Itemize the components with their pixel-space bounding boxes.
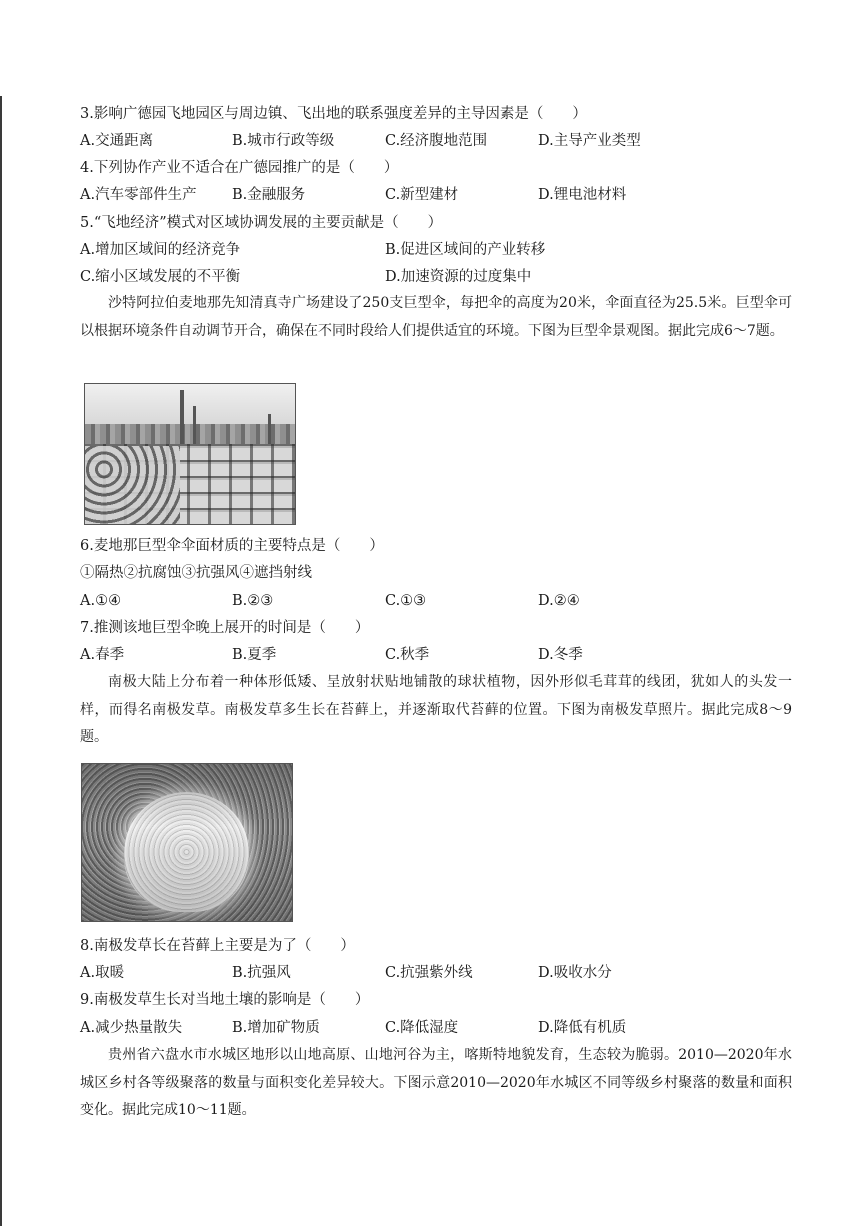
umbrella-photo — [84, 383, 296, 525]
option-b[interactable]: B.②③ — [232, 593, 274, 609]
option-d[interactable]: D.锂电池材料 — [538, 187, 627, 203]
passage-shuicheng: 贵州省六盘水市水城区地形以山地高原、山地河谷为主，喀斯特地貌发育，生态较为脆弱。2010—2020年水城区乡村各等级聚落的数量与面积变化差异较大。下图示意2010—2020年水城区不同等级乡村聚落的数量和面积变化。据此完成10～11题。 — [80, 1047, 792, 1118]
option-c[interactable]: C.降低湿度 — [385, 1020, 459, 1036]
option-a[interactable]: A.汽车零部件生产 — [80, 187, 197, 203]
option-c[interactable]: C.①③ — [385, 593, 427, 609]
option-b[interactable]: B.金融服务 — [232, 187, 306, 203]
question-6-stem: 6.麦地那巨型伞伞面材质的主要特点是（ ） — [80, 538, 384, 554]
question-3-stem: 3.影响广德园飞地园区与周边镇、飞出地的联系强度差异的主导因素是（ ） — [80, 106, 587, 122]
option-c[interactable]: C.缩小区域发展的不平衡 — [80, 269, 241, 285]
antarctic-hairgrass-photo — [81, 763, 293, 922]
option-a[interactable]: A.减少热量散失 — [80, 1020, 183, 1036]
option-a[interactable]: A.增加区域间的经济竞争 — [80, 242, 241, 258]
question-4-stem: 4.下列协作产业不适合在广德园推广的是（ ） — [80, 160, 399, 176]
option-a[interactable]: A.①④ — [80, 593, 122, 609]
option-a[interactable]: A.春季 — [80, 647, 125, 663]
option-d[interactable]: D.主导产业类型 — [538, 133, 641, 149]
option-d[interactable]: D.冬季 — [538, 647, 583, 663]
option-c[interactable]: C.经济腹地范围 — [385, 133, 488, 149]
option-d[interactable]: D.吸收水分 — [538, 965, 612, 981]
option-d[interactable]: D.降低有机质 — [538, 1020, 627, 1036]
question-8-stem: 8.南极发草长在苔藓上主要是为了（ ） — [80, 938, 355, 954]
question-5-stem: 5.“飞地经济”模式对区域协调发展的主要贡献是（ ） — [80, 215, 443, 231]
option-a[interactable]: A.取暖 — [80, 965, 125, 981]
option-b[interactable]: B.促进区域间的产业转移 — [385, 242, 546, 258]
option-a[interactable]: A.交通距离 — [80, 133, 154, 149]
passage-umbrella: 沙特阿拉伯麦地那先知清真寺广场建设了250支巨型伞，每把伞的高度为20米，伞面直径为25.5米。巨型伞可以根据环境条件自动调节开合，确保在不同时段给人们提供适宜的环境。下图为巨型伞景观图。据此完成6～7题。 — [80, 295, 792, 339]
passage-grass: 南极大陆上分布着一种体形低矮、呈放射状贴地铺散的球状植物，因外形似毛茸茸的线团，犹如人的头发一样，而得名南极发草。南极发草多生长在苔藓上，并逐渐取代苔藓的位置。下图为南极发草照片。据此完成8～9题。 — [80, 674, 792, 745]
question-6-statements: ①隔热②抗腐蚀③抗强风④遮挡射线 — [80, 565, 312, 581]
option-c[interactable]: C.秋季 — [385, 647, 430, 663]
question-9-stem: 9.南极发草生长对当地土壤的影响是（ ） — [80, 992, 370, 1008]
option-c[interactable]: C.新型建材 — [385, 187, 459, 203]
option-c[interactable]: C.抗强紫外线 — [385, 965, 473, 981]
page-edge — [0, 96, 2, 1226]
option-b[interactable]: B.增加矿物质 — [232, 1020, 320, 1036]
option-b[interactable]: B.抗强风 — [232, 965, 291, 981]
option-b[interactable]: B.夏季 — [232, 647, 277, 663]
question-7-stem: 7.推测该地巨型伞晚上展开的时间是（ ） — [80, 620, 370, 636]
option-d[interactable]: D.加速资源的过度集中 — [385, 269, 532, 285]
option-b[interactable]: B.城市行政等级 — [232, 133, 335, 149]
option-d[interactable]: D.②④ — [538, 593, 580, 609]
